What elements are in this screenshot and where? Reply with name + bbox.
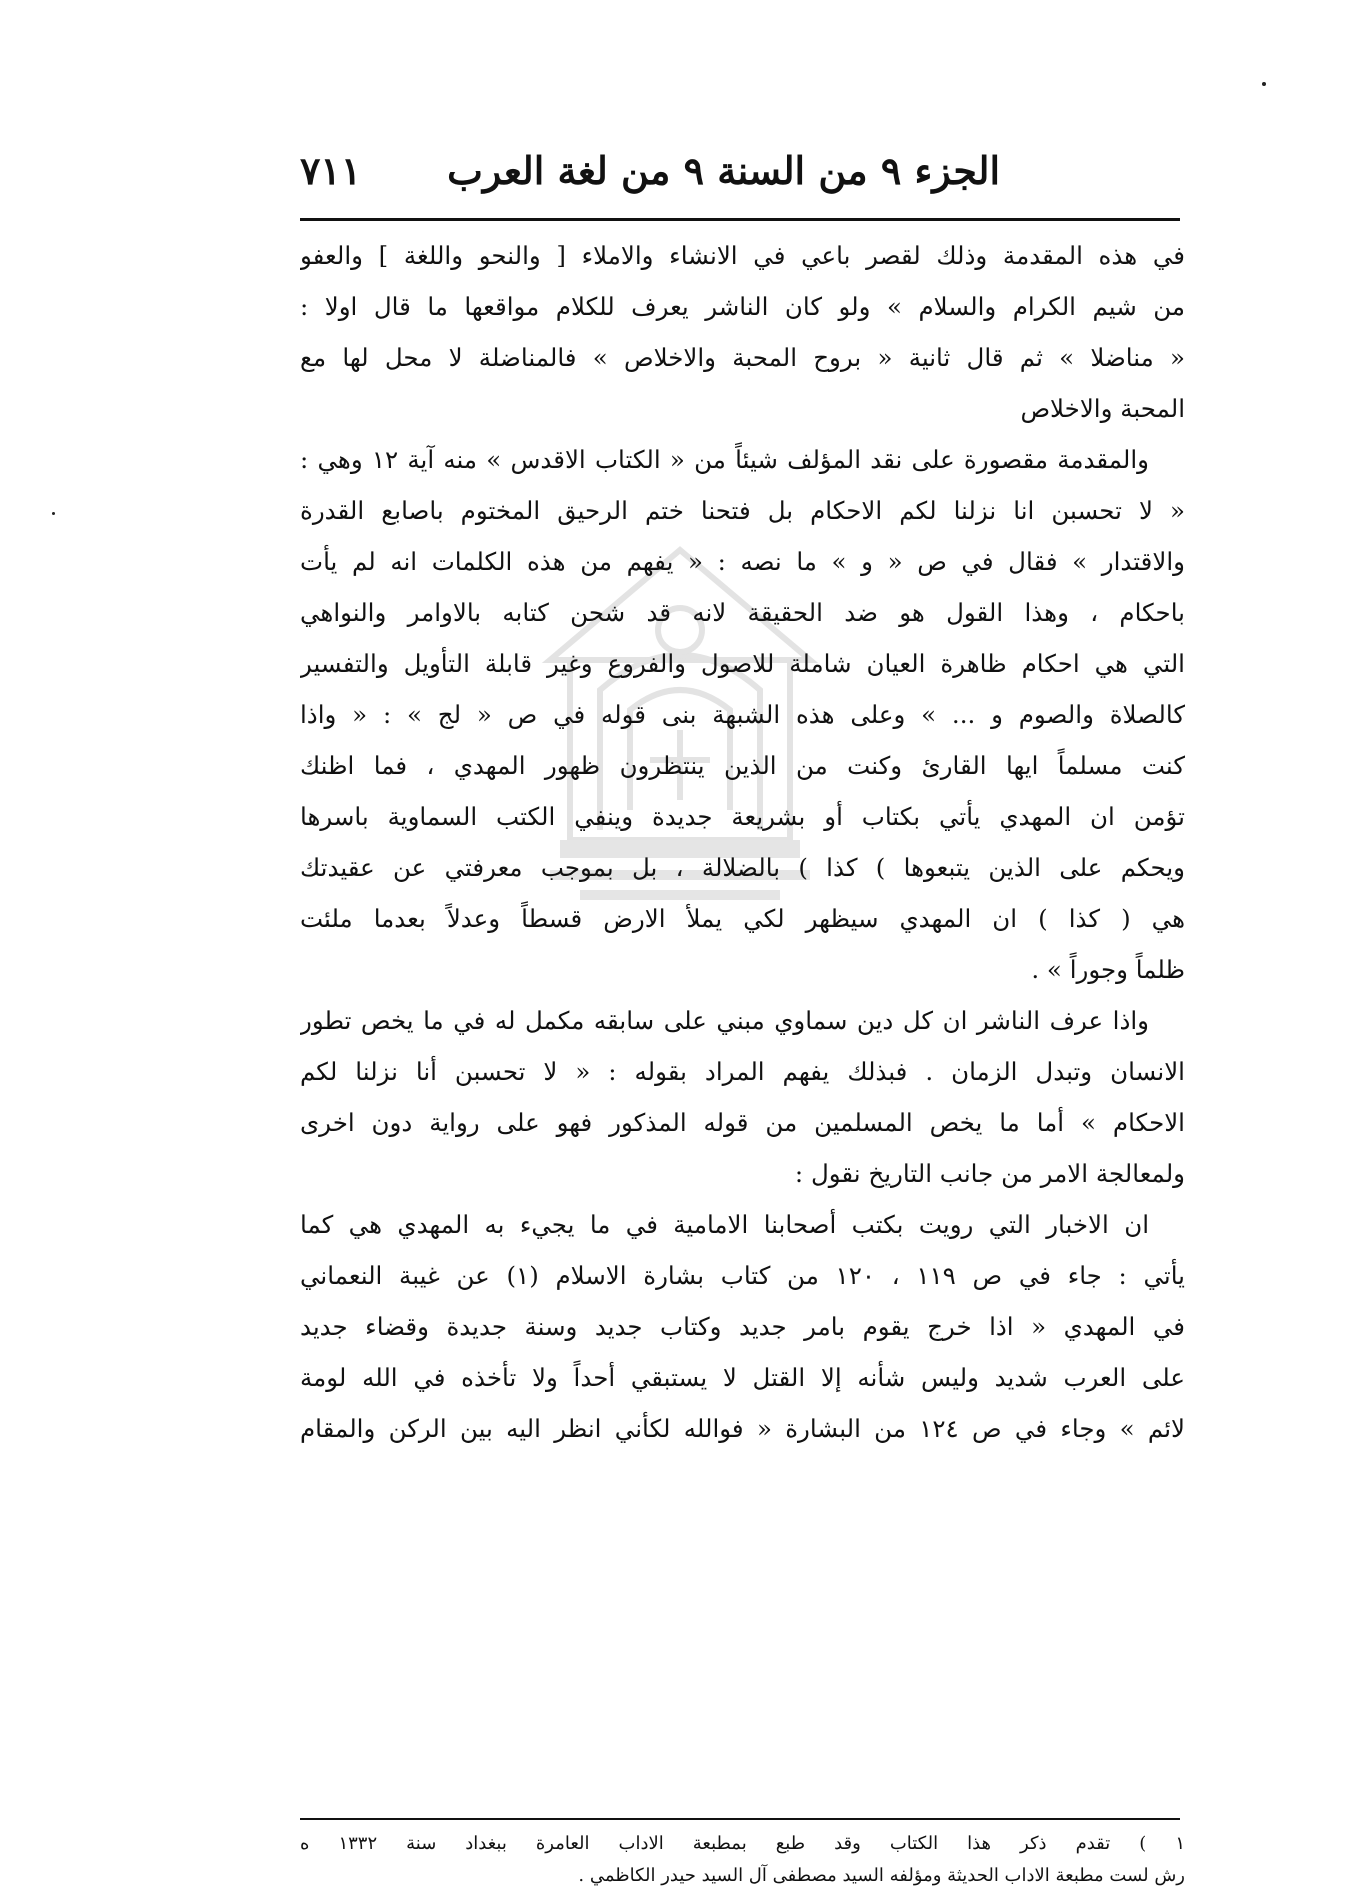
footnote-line: ١ ) تقدم ذكر هذا الكتاب وقد طبع بمطبعة الاداب العامرة ببغداد سنة ١٣٣٢ ه xyxy=(300,1833,1185,1854)
text-line: تؤمن ان المهدي يأتي بكتاب أو بشريعة جديدة وينفي الكتب السماوية باسرها xyxy=(300,802,1185,831)
text-line: لائم » وجاء في ص ١٢٤ من البشارة « فوالله لكأني انظر اليه بين الركن والمقام xyxy=(300,1414,1185,1443)
footnote-line: رش لست مطبعة الاداب الحديثة ومؤلفه السيد مصطفى آل السيد حيدر الكاظمي . xyxy=(578,1865,1185,1886)
text-line: والاقتدار » فقال في ص « و » ما نصه : « يفهم من هذه الكلمات انه لم يأت xyxy=(300,547,1185,576)
scan-speck xyxy=(52,512,55,515)
text-line: ويحكم على الذين يتبعوها ) كذا ) بالضلالة ، بل بموجب معرفتي عن عقيدتك xyxy=(300,853,1185,882)
scan-speck xyxy=(1262,82,1266,86)
text-line: الاحكام » أما ما يخص المسلمين من قوله المذكور فهو على رواية دون اخرى xyxy=(300,1108,1185,1137)
text-line: واذا عرف الناشر ان كل دين سماوي مبني على سابقه مكمل له في ما يخص تطور xyxy=(300,1006,1149,1035)
page-header xyxy=(300,148,1000,208)
text-line: الانسان وتبدل الزمان . فبذلك يفهم المراد بقوله : « لا تحسبن أنا نزلنا لكم xyxy=(300,1057,1185,1086)
text-line: كنت مسلماً ايها القارئ وكنت من الذين ينتظرون ظهور المهدي ، فما اظنك xyxy=(300,751,1185,780)
text-line: في هذه المقدمة وذلك لقصر باعي في الانشاء والاملاء [ والنحو واللغة ] والعفو xyxy=(300,241,1185,270)
text-line: ظلماً وجوراً » . xyxy=(1031,955,1185,984)
text-line: التي هي احكام ظاهرة العيان شاملة للاصول والفروع وغير قابلة التأويل والتفسير xyxy=(300,649,1185,678)
text-line: « مناضلا » ثم قال ثانية « بروح المحبة والاخلاص » فالمناضلة لا محل لها مع xyxy=(300,343,1185,372)
text-line: ان الاخبار التي رويت بكتب أصحابنا الامامية في ما يجيء به المهدي هي كما xyxy=(300,1210,1149,1239)
text-line: ولمعالجة الامر من جانب التاريخ نقول : xyxy=(794,1159,1185,1188)
text-line: من شيم الكرام والسلام » ولو كان الناشر يعرف للكلام مواقعها ما قال اولا : xyxy=(300,292,1185,321)
text-line: المحبة والاخلاص xyxy=(1020,394,1185,423)
text-line: في المهدي « اذا خرج يقوم بامر جديد وكتاب جديد وسنة جديدة وقضاء جديد xyxy=(300,1312,1185,1341)
text-line: يأتي : جاء في ص ١١٩ ، ١٢٠ من كتاب بشارة الاسلام (١) عن غيبة النعماني xyxy=(300,1261,1185,1290)
text-line: باحكام ، وهذا القول هو ضد الحقيقة لانه قد شحن كتابه بالاوامر والنواهي xyxy=(300,598,1185,627)
page-number: ٧١١ xyxy=(300,148,362,193)
footnotes xyxy=(300,1828,1185,1898)
text-line: « لا تحسبن انا نزلنا لكم الاحكام بل فتحنا ختم الرحيق المختوم باصابع القدرة xyxy=(300,496,1185,525)
text-line: على العرب شديد وليس شأنه إلا القتل لا يستبقي أحداً ولا تأخذه في الله لومة xyxy=(300,1363,1185,1392)
footnote-rule xyxy=(300,1818,1180,1820)
body-text xyxy=(300,230,1185,1575)
text-line: كالصلاة والصوم و ... » وعلى هذه الشبهة بنى قوله في ص « لج » : « واذا xyxy=(300,700,1185,729)
text-line: هي ( كذا ) ان المهدي سيظهر لكي يملأ الارض قسطاً وعدلاً بعدما ملئت xyxy=(300,904,1185,933)
running-title: الجزء ٩ من السنة ٩ من لغة العرب xyxy=(447,148,1000,193)
header-rule xyxy=(300,218,1180,221)
text-line: والمقدمة مقصورة على نقد المؤلف شيئاً من « الكتاب الاقدس » منه آية ١٢ وهي : xyxy=(300,445,1149,474)
